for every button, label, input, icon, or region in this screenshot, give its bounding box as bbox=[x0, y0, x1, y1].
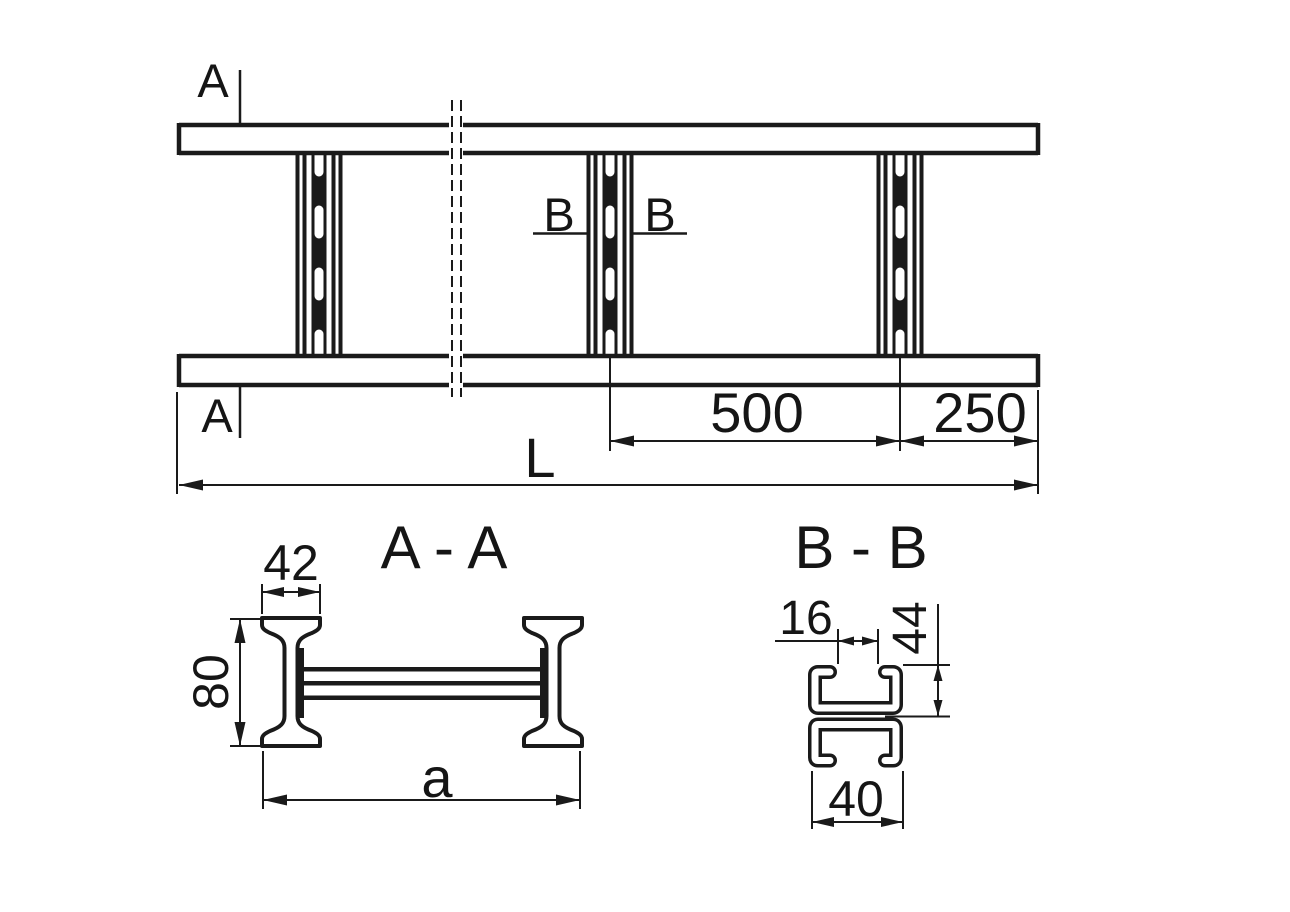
dim-label-l: L bbox=[524, 426, 556, 489]
section-aa-title: A - A bbox=[380, 514, 508, 581]
plan-view bbox=[177, 54, 1040, 494]
dim-end-offset bbox=[900, 381, 1038, 447]
section-label-a-top: A bbox=[197, 54, 229, 107]
section-aa-view bbox=[183, 514, 582, 809]
rung-right bbox=[877, 142, 924, 367]
rung-left bbox=[296, 142, 343, 367]
section-label-a-bottom: A bbox=[201, 389, 233, 442]
section-cut-b-right bbox=[633, 188, 687, 241]
section-aa-rung bbox=[298, 648, 547, 718]
section-bb-top-channel bbox=[815, 672, 896, 708]
top-rail bbox=[177, 123, 1040, 155]
dim-slot-opening bbox=[775, 592, 878, 664]
dim-overall-width bbox=[263, 746, 580, 809]
dim-label-250: 250 bbox=[933, 381, 1027, 444]
section-bb-bottom-channel bbox=[815, 725, 896, 761]
section-bb-view bbox=[775, 514, 950, 829]
dim-label-a: a bbox=[421, 746, 453, 809]
dim-rung-spacing bbox=[610, 381, 900, 447]
dim-label-80: 80 bbox=[183, 654, 239, 710]
dim-total-length bbox=[179, 426, 1038, 491]
dim-flange-width bbox=[262, 535, 320, 614]
dim-label-16: 16 bbox=[779, 592, 833, 645]
dim-label-44: 44 bbox=[884, 601, 937, 655]
section-cut-a-top bbox=[197, 54, 240, 123]
section-cut-b-left bbox=[533, 188, 587, 241]
dim-side-height bbox=[183, 619, 264, 746]
section-cut-a-bottom bbox=[201, 387, 240, 442]
rung-middle bbox=[587, 142, 634, 367]
dim-label-40: 40 bbox=[828, 771, 884, 827]
dim-label-500: 500 bbox=[710, 381, 804, 444]
section-bb-title: B - B bbox=[794, 514, 928, 581]
section-label-b-right: B bbox=[644, 188, 676, 241]
dim-label-42: 42 bbox=[263, 535, 319, 591]
bottom-rail bbox=[177, 354, 1040, 387]
dim-channel-width bbox=[812, 771, 903, 829]
section-label-b-left: B bbox=[543, 188, 575, 241]
